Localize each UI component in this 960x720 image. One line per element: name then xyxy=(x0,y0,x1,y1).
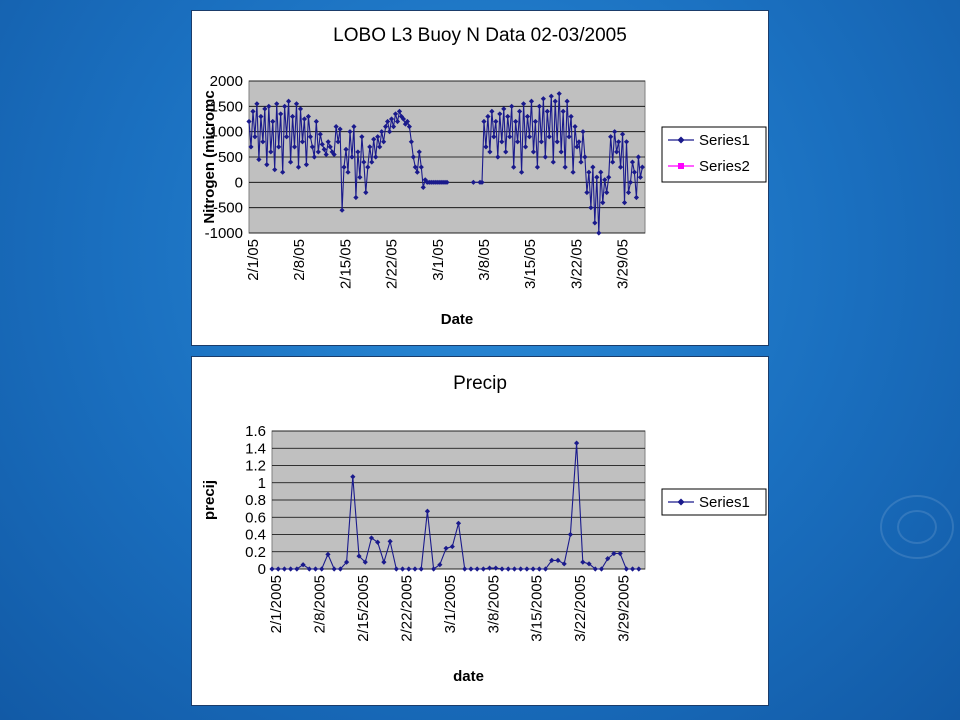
x-axis-label: Date xyxy=(440,311,474,328)
nitrogen-chart xyxy=(192,11,768,345)
x-tick-label: 3/1/05 xyxy=(429,239,447,281)
x-tick-label: 3/15/2005 xyxy=(528,575,546,642)
y-tick-label: 0 xyxy=(234,174,243,192)
y-tick-label: 1000 xyxy=(209,123,243,141)
y-tick-label: -1000 xyxy=(204,225,243,242)
legend-label: Series1 xyxy=(699,494,750,511)
x-tick-label: 3/22/05 xyxy=(568,239,586,290)
y-axis-label: precij xyxy=(201,479,218,521)
x-tick-label: 2/22/05 xyxy=(383,239,401,290)
nitrogen-chart-panel xyxy=(191,10,769,346)
x-tick-label: 2/1/2005 xyxy=(268,575,285,634)
y-tick-label: 0.4 xyxy=(245,526,266,544)
x-tick-label: 2/8/05 xyxy=(291,239,309,281)
precip-chart xyxy=(192,357,768,705)
x-tick-label: 3/8/2005 xyxy=(485,575,503,634)
chart-title: LOBO L3 Buoy N Data 02-03/2005 xyxy=(333,25,627,46)
y-axis-label: Nitrogen (micromc xyxy=(201,90,218,224)
legend-label: Series2 xyxy=(699,158,750,175)
x-tick-label: 3/1/2005 xyxy=(441,575,459,634)
x-tick-label: 3/29/2005 xyxy=(615,575,633,642)
y-tick-label: -500 xyxy=(212,199,243,217)
y-tick-label: 0.6 xyxy=(245,509,266,527)
decorative-ripple-inner xyxy=(897,510,937,544)
x-tick-label: 2/15/2005 xyxy=(354,575,372,642)
y-tick-label: 1500 xyxy=(209,98,243,116)
x-tick-label: 2/15/05 xyxy=(337,239,355,290)
x-tick-label: 3/29/05 xyxy=(614,239,632,290)
y-tick-label: 0.8 xyxy=(245,492,266,509)
y-tick-label: 1.2 xyxy=(245,457,266,475)
x-tick-label: 2/1/05 xyxy=(245,239,262,281)
precip-chart-panel xyxy=(191,356,769,706)
x-tick-label: 2/22/2005 xyxy=(398,575,416,642)
x-tick-label: 3/22/2005 xyxy=(572,575,590,642)
x-tick-label: 3/15/05 xyxy=(522,239,540,290)
y-tick-label: 1 xyxy=(257,474,266,492)
y-tick-label: 0.2 xyxy=(245,543,266,561)
y-tick-label: 500 xyxy=(217,149,243,166)
chart-title: Precip xyxy=(453,373,507,394)
x-tick-label: 3/8/05 xyxy=(475,239,493,281)
y-tick-label: 1.4 xyxy=(245,440,266,458)
x-tick-label: 2/8/2005 xyxy=(311,575,329,634)
y-tick-label: 2000 xyxy=(209,73,243,90)
y-tick-label: 0 xyxy=(257,561,266,578)
x-axis-label: date xyxy=(453,668,484,685)
legend-marker xyxy=(678,163,684,169)
y-tick-label: 1.6 xyxy=(245,423,266,440)
legend-label: Series1 xyxy=(699,132,750,149)
